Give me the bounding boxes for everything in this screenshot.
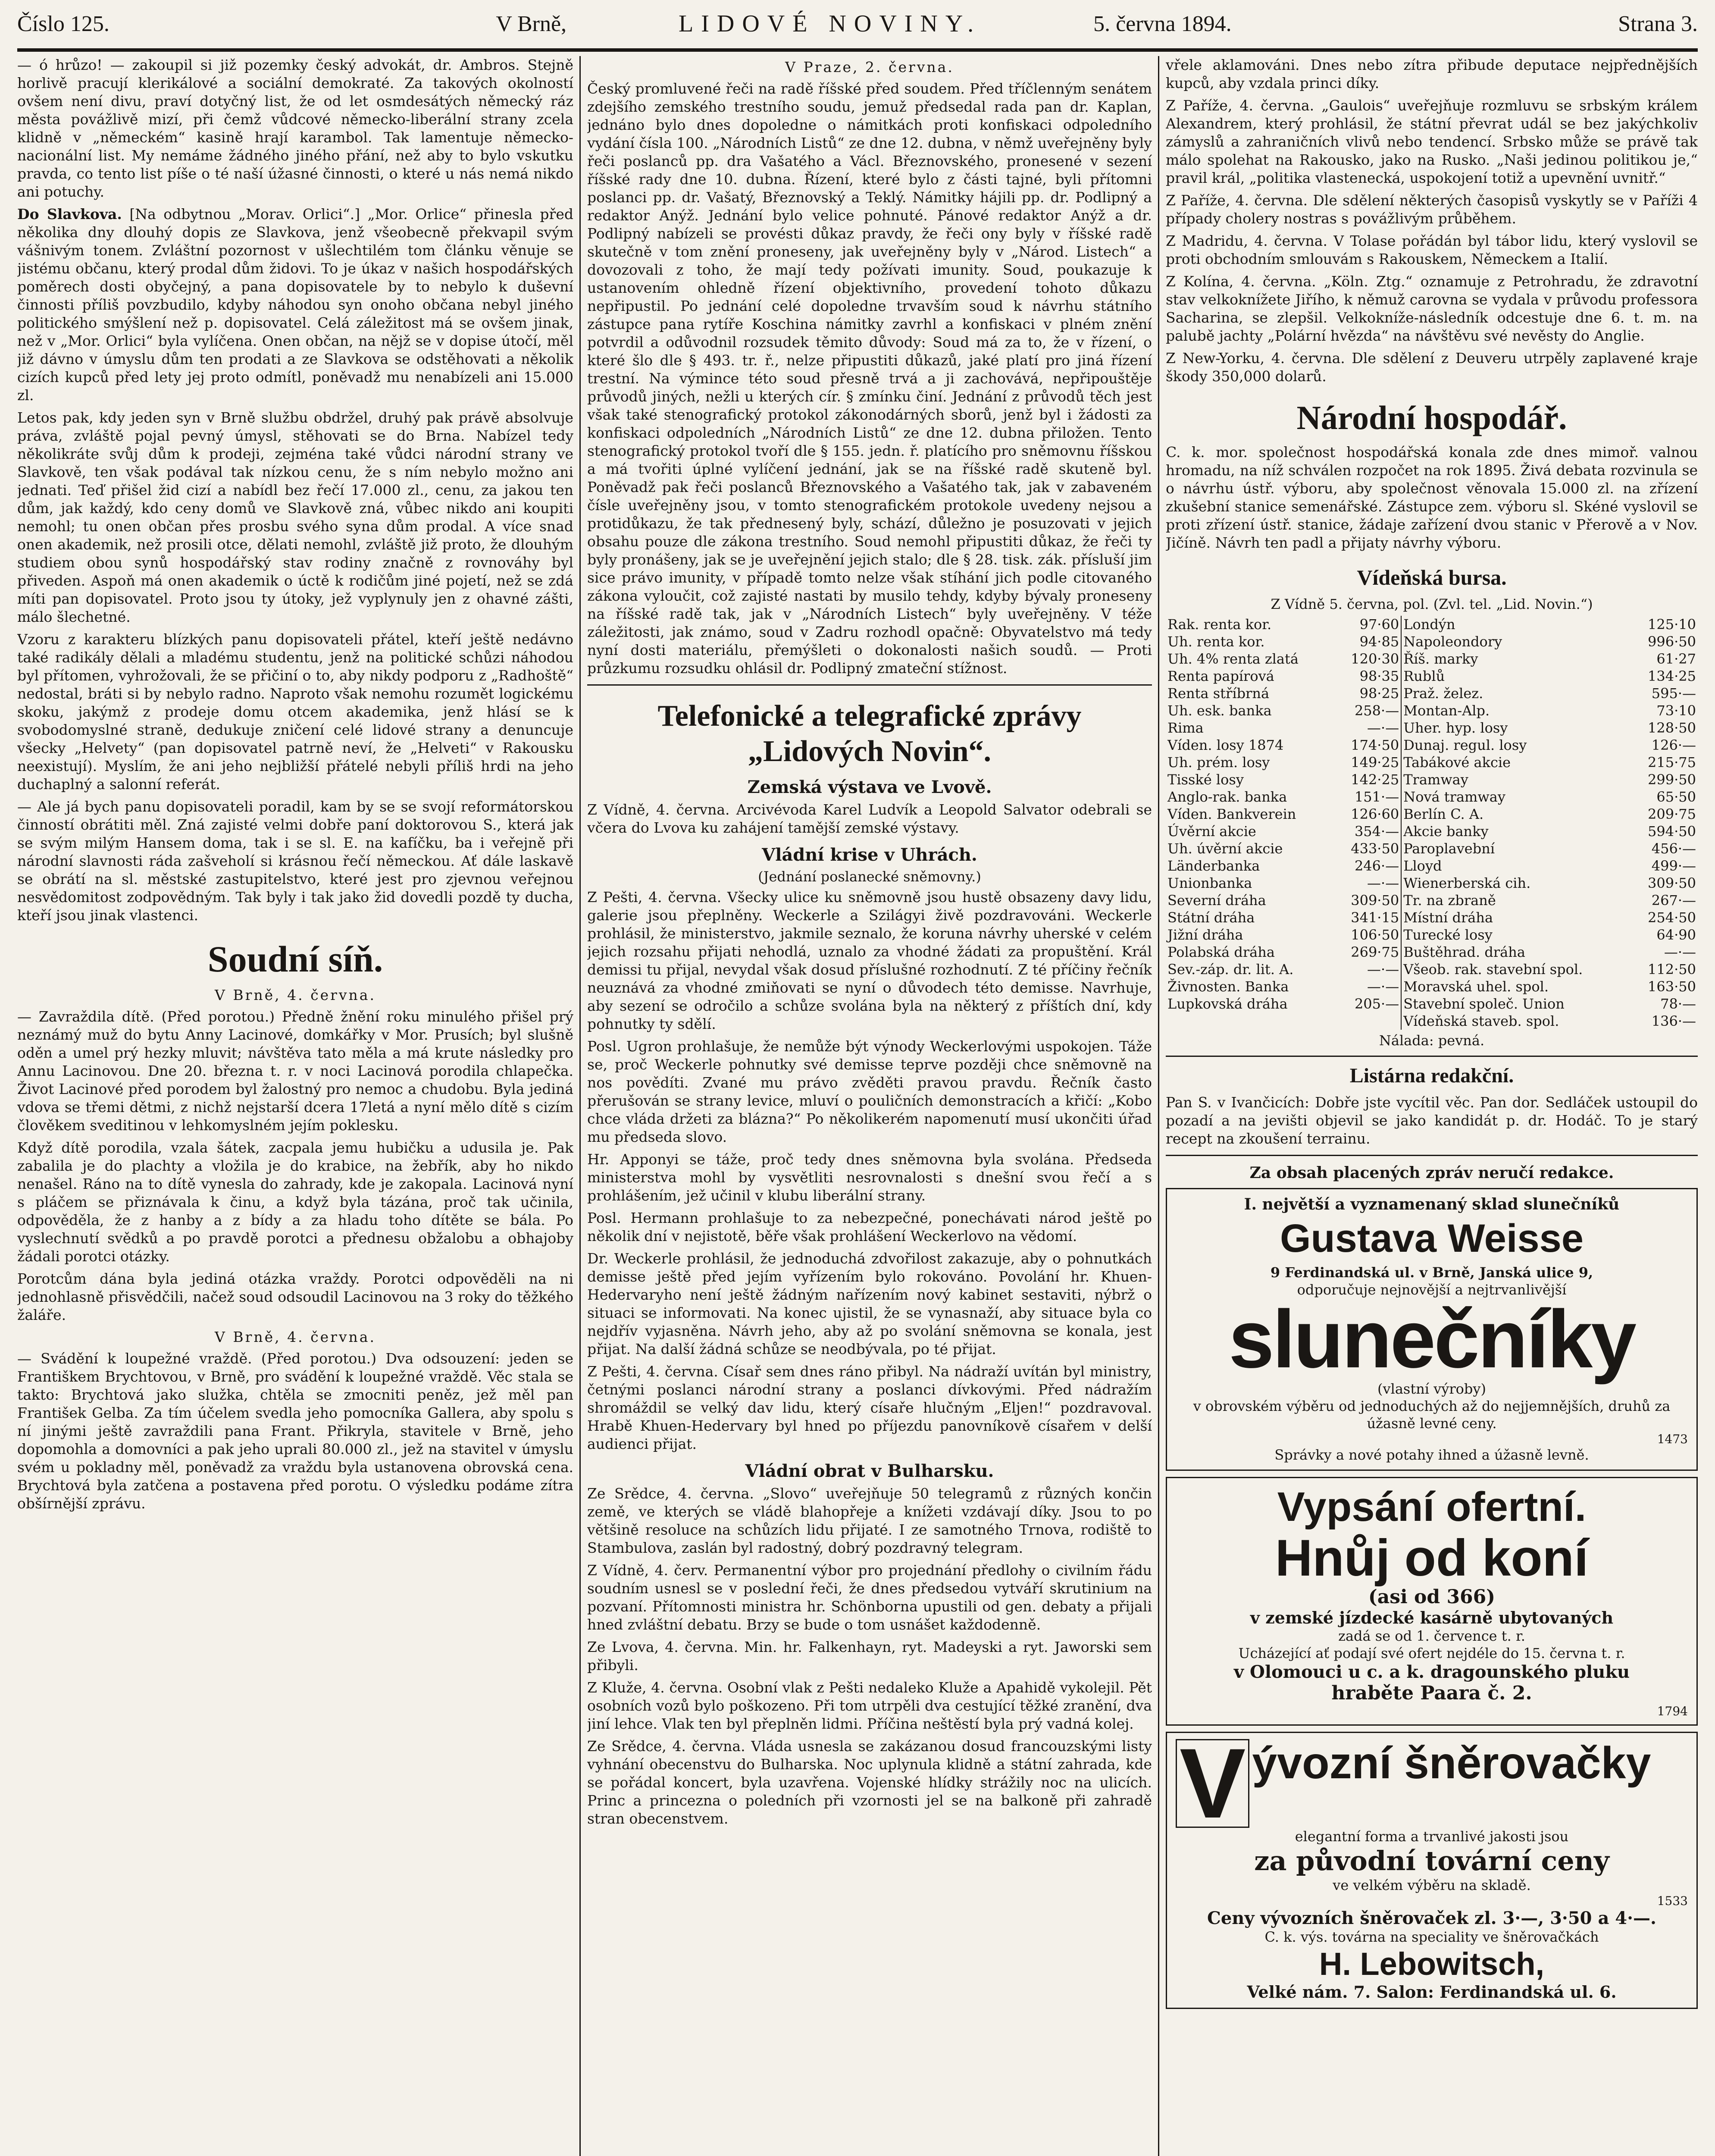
bursa-item: Nová tramway (1403, 789, 1505, 805)
bursa-value: 309·50 (1336, 892, 1402, 909)
bursa-value: 149·25 (1336, 754, 1402, 771)
bursa-row (1166, 788, 1698, 805)
ad-line: (asi od 366) (1368, 1586, 1496, 1608)
section-title-bursa: Vídeňská bursa. (1357, 565, 1507, 589)
bursa-item: Polabská dráha (1167, 944, 1275, 960)
bursa-value: 499·— (1651, 858, 1696, 874)
bursa-row (1166, 840, 1698, 857)
bursa-value: 126·— (1651, 737, 1696, 753)
paid-notice: Za obsah placených zpráv neručí redakce. (1249, 1164, 1614, 1182)
article-paragraph: Když dítě porodila, vzala šátek, zacpala jemu hubičku a udusila je. Pak zabalila je do plachty a vložila je do krabice, na žebřík, aby ho nikdo nenašel. Ráno na to dítě vynesla do zahrady, kde je zakopala. Lacinová nyní s pláčem se přiznávala k činu, a když byla tázána, proč tak učinila, odpověděla, že z hanby a z bídy a za hladu toho dítěte se bála. Po vyslechnutí svědků a po pravdě porotci a přednesu obžalobu a obhajoby žádali porotci otázky. (17, 1139, 573, 1265)
bursa-item: Tramway (1403, 771, 1468, 788)
bursa-value: 215·75 (1648, 754, 1696, 771)
bursa-item: Říš. marky (1403, 651, 1478, 667)
bursa-item: Renta stříbrná (1167, 685, 1270, 702)
subheading: Zemská výstava ve Lvově. (747, 777, 992, 797)
bursa-row (1166, 719, 1698, 736)
ad-initial: V (1176, 1739, 1249, 1828)
bursa-row (1166, 857, 1698, 874)
article-paragraph: Hr. Apponyi se táže, proč tedy dnes sněmovna byla svolána. Předseda ministerstva mohl by vysvětliti nesrovnalosti s dnešní svou řečí a s prohlášením, jež učinil v klubu liberální strany. (587, 1151, 1152, 1204)
bursa-item: Moravská uhel. spol. (1403, 978, 1549, 995)
masthead-rule (17, 48, 1698, 52)
bursa-value: —·— (1336, 874, 1402, 892)
bursa-item: Místní dráha (1403, 909, 1493, 926)
bursa-value: 128·50 (1648, 720, 1696, 736)
bursa-item: Rak. renta kor. (1167, 616, 1272, 633)
divider (587, 684, 1152, 686)
bursa-row (1166, 805, 1698, 823)
bursa-item: Uh. esk. banka (1167, 702, 1272, 719)
column-2 (587, 56, 1152, 2156)
bursa-item: Buštěhrad. dráha (1403, 944, 1525, 960)
bursa-value: 125·10 (1648, 616, 1696, 633)
bursa-item: Montan-Alp. (1403, 702, 1490, 719)
bursa-value: 134·25 (1648, 668, 1696, 684)
article-paragraph: Český promluvené řeči na radě říšské před soudem. Před tříčlenným senátem zdejšího zemského trestního soudu, jemuž předsedal rada pan dr. Kaplan, jednáno bylo dnes dopoledne o námitkách proti konfiskaci odpoledního vydání čísla 100. „Národních Listů“ ze dne 12. dubna, v němž uveřejněny byly řeči poslanců pp. dra Vašatého a Václ. Březnovského, pronesené v sezení říšské rady dne 10. dubna. Řízení, které bylo z části tajné, byli přítomni poslanci pp. dr. Vašatý, Březnovský a Teklý. Námitky hájili pp. dr. Podlipný a redaktor Anýž. Jednání bylo velice pohnuté. Pánové redaktor Anýž a dr. Podlipný nabízeli se provésti důkaz pravdy, že řeči ony byly v říšské radě skutečně v tom znění proneseny, jak uveřejněny byly v „Národ. Listech“ a dovozovali z toho, že mají tedy požívati imunity. Soud, poukazuje k ustanovením ohledně řízení objektivního, provedení tohoto důkazu nepřipustil. Po jednání celé dopoledne trvavším soud k návrhu státního zástupce pana rytíře Koschina námitky zavrhl a konfiskaci v plném znění potvrdil a odůvodnil rozsudek těmito důvody: Soud má za to, že v řízení, o které šlo dle § 493. tr. ř., nelze připustiti důkazů, jaké platí pro jiná řízení trestní. Na výmince této soud přesně trvá a ji zachovává, nepřipouštěje průvodů jiných, nežli u kterých cír. § zmínku činí. Jednání z průvodů těch jest však také stenografický protokol zákonodárných sborů, jenž byl i žádosti za konfiskaci odpoledních „Národních Listů“ ze dne 12. dubna přiložen. Tento stenografický protokol tvoří dle § 155. jedn. ř. platícího pro sněmovnu říšskou a má tvořiti úplné vylíčení jednání, jak se na říšské radě skuteně byl. Poněvadž pak řeči poslanců Březnovského a Vašatého tak, jak v zabaveném čísle uveřejněny jsou, v tomto stenografickém protokole uvedeny nejsou a protidůkazu, že tak přednesený byly, schází, důležno je posuzovati v jejich obsahu pouze dle zákona trestního. Soud nemohl připustiti důkaz, že řeči ty byly pronášeny, jak se je uveřejnění jejich stalo; dle § 28. tisk. zák. přísluší jim sice právo imunity, v případě tomto nelze však stíhání jich podle citovaného zákona vyloučit, což zajisté nastati by musilo tehdy, kdyby bývaly proneseny na říšské radě tak, jak v „Národních Listech“ byly uveřejněny. V téže záležitosti, jak známo, soud v Zadru rozhodl opačně: Obyvatelstvo má tedy nyní dosti materiálu, přemýšleti o dokonalosti našich soudů. — Proti průzkumu rozsudku ohlásil dr. Podlipný zmateční stížnost. (587, 80, 1152, 677)
bursa-value: 254·50 (1648, 909, 1696, 926)
article-paragraph: Z Pešti, 4. června. Císař sem dnes ráno přibyl. Na nádraží uvítán byl ministry, četnými poslanci národní strany a poslanci dívkovými. Před nádražím shromáždil se velký dav lidu, který císaře hlučným „Eljen!“ pozdravoval. Hrabě Khuen-Hedervary byl hned po příjezdu panovníkově císařem v delší audienci přijat. (587, 1363, 1152, 1452)
article-paragraph: Z Vídně, 4. června. Arcivévoda Karel Ludvík a Leopold Salvator odebrali se včera do Lvova ku zahájení tamější zemské výstavy. (587, 801, 1152, 836)
ad-line: Velké nám. 7. Salon: Ferdinandská ul. 6. (1247, 1982, 1617, 2002)
bursa-value: 126·60 (1336, 805, 1402, 823)
bursa-mood: Nálada: pevná. (1379, 1032, 1485, 1049)
bursa-table (1166, 616, 1698, 1030)
bursa-item: Živnosten. Banka (1167, 978, 1289, 995)
bursa-item (1166, 1012, 1336, 1030)
bursa-row (1166, 616, 1698, 633)
bursa-item: Unionbanka (1167, 875, 1252, 891)
masthead (17, 0, 1698, 47)
bursa-value: 78·— (1660, 996, 1696, 1012)
ad-line: Správky a nové potahy ihned a úžasně levně. (1274, 1447, 1589, 1463)
ad-manure-offer (1166, 1477, 1698, 1726)
dateline: V Brně, 4. června. (215, 987, 376, 1003)
page-number: Strana 3. (1618, 11, 1698, 36)
bursa-value: 433·50 (1336, 840, 1402, 857)
bursa-value: 267·— (1651, 892, 1696, 909)
bursa-value: 246·— (1336, 857, 1402, 874)
bursa-value (1336, 1012, 1402, 1030)
bursa-item: Uh. renta kor. (1167, 633, 1265, 650)
bursa-value: 594·50 (1648, 823, 1696, 840)
article-paragraph: Dr. Weckerle prohlásil, že jednoduchá zdvořilost zakazuje, aby o pohnutkách demisse ještě před jejím vyřízením bylo rokováno. Povolání hr. Khuen-Hedervaryho není ještě žádným nařízením nový kabinet sestaviti, nýbrž o situaci se informovati. Na konec ujistil, že se vynasnaží, aby situace byla co nejdřív vyjasněna. Návrh jeho, aby až po svolání sněmovna se konala, jest přijat. Na další žádná schůze se neodbývala, po té přijat. (587, 1250, 1152, 1357)
ad-line: v Olomouci u c. a k. dragounského pluku (1233, 1662, 1630, 1682)
ad-line: Ucházející ať podají své ofert nejdéle do 15. června t. r. (1238, 1645, 1625, 1661)
bursa-item: Vídeňská staveb. spol. (1403, 1013, 1559, 1029)
bursa-row (1166, 823, 1698, 840)
bursa-item: Uh. prém. losy (1167, 754, 1270, 771)
article-paragraph: Z Vídně, 4. červ. Permanentní výbor pro projednání předlohy o civilním řádu soudním usnesl se v poslední řeči, že dnes předsedou vytváří skrutinium na pozvaní. Přítomnosti ministra hr. Schönborna upustili od gen. debaty a přijali hned zvláštní debatu. Brzy se bude o tom usnášet každodenně. (587, 1562, 1152, 1633)
divider (1166, 1056, 1698, 1057)
bursa-item: Anglo-rak. banka (1167, 789, 1287, 805)
bursa-value: 94·85 (1336, 633, 1402, 650)
bursa-item: Turecké losy (1403, 927, 1493, 943)
bursa-row (1166, 1012, 1698, 1030)
ad-product: slunečníky (1228, 1294, 1635, 1385)
subheading-note: (Jednání poslanecké sněmovny.) (758, 868, 981, 885)
ad-headline: Hnůj od koní (1275, 1529, 1589, 1587)
ad-number: 1473 (1657, 1432, 1688, 1446)
bursa-item: Londýn (1403, 616, 1455, 633)
article-paragraph: Ze Srědce, 4. června. „Slovo“ uveřejňuje 50 telegramů z různých končin země, ve kterých se vládě blahopřeje a knížeti vzdávají díky. Jsou to po většině resoluce na schůzích lidu přijaté. I ze samotného Trnova, rodiště to Stambulova, zaslán byl radostný, dobrý pozdravný telegram. (587, 1485, 1152, 1556)
ad-headline: Vypsání ofertní. (1277, 1484, 1587, 1530)
article-title: Do Slavkova. (17, 206, 122, 222)
masthead-city: V Brně, (496, 11, 567, 36)
bursa-item: Napoleondory (1403, 633, 1502, 650)
bursa-row (1166, 874, 1698, 892)
ad-line: I. největší a vyznamenaný sklad slunečníků (1244, 1195, 1620, 1213)
bursa-value: 98·25 (1336, 685, 1402, 702)
bursa-value: 120·30 (1336, 650, 1402, 667)
ad-line: hraběte Paara č. 2. (1331, 1682, 1532, 1704)
ad-headline: za původní tovární ceny (1254, 1845, 1609, 1877)
article-paragraph: C. k. mor. společnost hospodářská konala zde dnes mimoř. valnou hromadu, na níž schválen rozpočet na rok 1895. Živá debata rozvinula se o návrhu ústř. výboru, aby společnost věnovala 15.000 zl. na zřízení zkušební stanice semenářské. Zástupce zem. výboru sl. Skéné vyslovil se proti zřízení ústř. stanice, žádaje zařízení dvou stanic v Přerově a v Nov. Jičíně. Návrh ten padl a přijaty návrhy výboru. (1166, 444, 1698, 551)
bursa-value: 354·— (1336, 823, 1402, 840)
article-paragraph: Pan S. v Ivančicích: Dobře jste vycítil věc. Pan dor. Sedláček ustoupil do pozadí a na jevišti objevil se jako kandidát p. dr. Hodáč. To je starý recept na zkoušení terrainu. (1166, 1094, 1698, 1147)
bursa-item: Tabákové akcie (1403, 754, 1511, 771)
bursa-table-body (1166, 616, 1698, 1030)
article-paragraph: — Zavraždila dítě. (Před porotou.) Předně žnění roku minulého přišel prý neznámý muž do bytu Anny Lacinové, domkářky v Mor. Prusích; byl slušně oděn a umel prý hezky mluvit; návštěva tato měla a má krute následky pro Annu Lacinovou. Dne 20. března t. r. v noci Lacinová porodila chlapečka. Život Lacinové před porodem byl žalostný pro nemoc a chudobu. Byla jediná vdova se třemi dětmi, z nichž nejstarší dcera 17letá a nyní mělo dítě s cizím člověkem sveditinou v lehkomyslném jejím poklesku. (17, 1008, 573, 1134)
bursa-value: 205·— (1336, 995, 1402, 1012)
subheading: Vládní obrat v Bulharsku. (745, 1461, 994, 1481)
ad-number: 1794 (1657, 1704, 1688, 1718)
bursa-item: Rima (1167, 720, 1204, 736)
column-divider (579, 56, 581, 2156)
paper-title: LIDOVÉ NOVINY. (679, 10, 982, 37)
bursa-row (1166, 685, 1698, 702)
section-title-hospodar: Národní hospodář. (1296, 399, 1567, 436)
ad-firm: H. Lebowitsch, (1319, 1946, 1545, 1982)
bursa-item: Paroplavební (1403, 840, 1495, 857)
bursa-row (1166, 736, 1698, 754)
column-1 (17, 56, 573, 2156)
bursa-item: Sev.-záp. dr. lit. A. (1167, 961, 1294, 978)
bursa-item: Wienerberská cih. (1403, 875, 1531, 891)
ad-line: Ceny vývozních šněrovaček zl. 3·—, 3·50 a 4·—. (1207, 1908, 1656, 1928)
bursa-row (1166, 754, 1698, 771)
article-paragraph: — ó hrůzo! — zakoupil si již pozemky český advokát, dr. Ambros. Stejně horlivě pracují klerikálové a sociální demokraté. Za takových okolností ovšem není divu, praví dotyčný list, že od let osmdesátých německý ráz města povážlivě mizí, při čemž vůdcové německo-liberální strany zcela klidně v „německém“ kasině hrají karambol. Tak lamentuje německo-nacionální list. My nemáme žádného jiného přání, než aby to bylo vskutku pravda, co tento list píše o té naší úžasné činnosti, o které u nás nemá nikdo ani potuchy. (17, 56, 573, 200)
bursa-row (1166, 943, 1698, 961)
bursa-item: Víden. Bankverein (1167, 806, 1296, 822)
bursa-value: 309·50 (1648, 875, 1696, 891)
ad-brand: Gustava Weisse (1280, 1216, 1584, 1260)
ad-line: elegantní forma a trvanlivé jakosti jsou (1295, 1828, 1569, 1845)
ad-corsets (1166, 1728, 1698, 2009)
article-paragraph: Posl. Ugron prohlašuje, že nemůže být výnody Weckerlovými uspokojen. Táže se, proč Weckerle pohnutky své demisse teprve později chce sněmovně na nos povědíti. Zvané mu právo zvěděti pravou pravdu. Řečník často přerušován se strany levice, mluví o pouličních demonstracích a křičí: „Kobo chce vláda držeti za blázna?“ Po několikerém napomenutí musí ukončiti úřad mu předseda slovo. (587, 1038, 1152, 1145)
bursa-value: —·— (1664, 944, 1696, 960)
bursa-row (1166, 995, 1698, 1012)
article-paragraph: Ze Srědce, 4. června. Vláda usnesla se zakázanou dosud francouzskými listy vyhnání obecenstvu do Bulharska. Noc uplynula klidně a státní zahrada, kde se pořádal koncert, byla uzavřena. Vojenské hlídky strážily noc na ulicích. Princ a princezna o poledních při vzornosti jel se na balkoně při zahradě stran obecenstvem. (587, 1738, 1152, 1827)
bursa-subtitle: Z Vídně 5. června, pol. (Zvl. tel. „Lid. Novin.“) (1271, 596, 1593, 612)
ad-address: 9 Ferdinandská ul. v Brně, Janská ulice 9, (1270, 1264, 1593, 1281)
bursa-item: Úvěrní akcie (1167, 823, 1256, 840)
bursa-item: Lloyd (1403, 858, 1442, 874)
section-title-telegraf: Telefonické a telegrafické zprávy „Lidových Novin“. (657, 699, 1082, 768)
article-text: [Na odbytnou „Morav. Orlici“.] „Mor. Orlice“ přinesla před několika dny dlouhý dopis ze Slavkova, jenž všeobecně překvapil svým vášnivým tonem. Zvláštní pozornost v ušlechtilém tom článku věnuje se jistému občanu, který prodal dům židovi. To je úkaz v našich hospodářských poměrech dosti obyčejný, a pana dopisovatele by to nebylo k duševní činnosti příliš povzbudilo, kdyby náhodou syn onoho občana nebyl jiného politického smýšlení než p. dopisovatel. Celá záležitost má se ovšem jinak, než v „Mor. Orlici“ byla vylíčena. Onen občan, na nějž se v dopise útočí, měl již dávno v úmyslu dům ten prodati a ze Slavkova se odstěhovati a několik cizích kupců před lety jej proto odmítl, poněvadž mu nenabízeli ani 15.000 zl. (17, 206, 573, 404)
bursa-value: —·— (1336, 978, 1402, 995)
bursa-value: 65·50 (1656, 789, 1696, 805)
masthead-date: 5. června 1894. (1093, 11, 1232, 36)
bursa-row (1166, 633, 1698, 650)
bursa-item: Stavební společ. Union (1403, 996, 1565, 1012)
bursa-item: Uher. hyp. losy (1403, 720, 1508, 736)
issue-number: Číslo 125. (17, 11, 110, 36)
ad-line: (vlastní výroby) (1377, 1381, 1486, 1397)
bursa-item: Tisské losy (1167, 771, 1244, 788)
ad-line: C. k. výs. továrna na speciality ve šněrovačkách (1264, 1929, 1599, 1945)
dateline: V Brně, 4. června. (215, 1329, 376, 1345)
bursa-value: —·— (1336, 961, 1402, 978)
bursa-value: 174·50 (1336, 736, 1402, 754)
masthead-center (496, 10, 1231, 38)
article-paragraph: Posl. Hermann prohlašuje to za nebezpečné, ponechávati národ ještě po několik dní v nejistotě, běře však prohlášení Weckerlovo na vědomí. (587, 1210, 1152, 1244)
bursa-item: Renta papírová (1167, 668, 1274, 684)
article-paragraph: Porotcům dána byla jediná otázka vraždy. Porotci odpověděli na ni jednohlasně přisvědčili, načež soud odsoudil Lacinovou na 3 roky do těžkého žaláře. (17, 1270, 573, 1323)
bursa-row (1166, 667, 1698, 685)
article-paragraph: — Ale já bych panu dopisovateli poradil, kam by se se svojí reformátorskou činností obrátiti měl. Zná zajisté velmi dobře paní doktorovou S., která jak se svým milým Hansem doma, tak i se sl. E. na kafíčku, ba i veřejně při národní slavnosti ráda zašveholí si krásnou řečí německou. Ať dále laskavě se obrátí na sl. městské zastupitelstvo, které jest pro zjevnou veřejnou nesvědomitost zodpovědným. Tak byly i tak jako žid dovedli pozdě ty ducha, kteří jsou jinak vlastenci. (17, 798, 573, 924)
ad-line: zadá se od 1. července t. r. (1338, 1628, 1525, 1644)
bursa-item: Severní dráha (1167, 892, 1266, 909)
article-paragraph: — Svádění k loupežné vraždě. (Před porotou.) Dva odsouzení: jeden se Františkem Brychtovou, v Brně, pro svádění k loupežné vraždě. Věc stala se takto: Brychtová jako služka, chtěla se zmocniti peněz, jež měl pan František Gelba. Za tím účelem svedla jeho pomocníka Gallera, aby spolu s ní jinými ještě zavraždili pana Frant. Přikryla, stavitele v Brně, jeho dopomohla a domovníci a pak jeho uprali 80.000 zl., jež na stavitel v úmyslu svém u pokladny měl, poněvadž za vraždu byla ustanovena obrovská cena. Brychtová byla zatčena a postavena před porotu. O výsledku podáme zítra obšírnější zprávu. (17, 1350, 573, 1512)
article-paragraph: Z Madridu, 4. června. V Tolase pořádán byl tábor lidu, který vyslovil se proti obchodním smlouvám s Rakouskem, Německem a Italií. (1166, 232, 1698, 267)
column-divider (1158, 56, 1159, 2156)
bursa-item: Tr. na zbraně (1403, 892, 1496, 909)
article-paragraph: Z Pešti, 4. června. Všecky ulice ku sněmovně jsou hustě obsazeny davy lidu, galerie jsou přeplněny. Weckerle a Szilágyi živě pozdravováni. Weckerle prohlásil, že ministerstvo, jakmile seznalo, že koruna návrhy uherské v celém jejich rozsahu přijati nehodlá, uznalo za vhodné žádati za propuštění. Král demissi tu přijal, nevydal však dosud příslušné rozhodnutí. Z té příčiny řečník neuznává za vhodné zmiňovati se nyní o důvodech této demisse. Navrhuje, aby sezení se odročilo a schůze svolána byla na některý z příštích dní, kdy pohnutky ty sdělí. (587, 889, 1152, 1032)
bursa-value: 209·75 (1648, 806, 1696, 822)
ad-line: ve velkém výběru na skladě. (1333, 1877, 1531, 1893)
bursa-item: Uh. úvěrní akcie (1167, 840, 1283, 857)
section-title-listarna: Listárna redakční. (1349, 1064, 1514, 1087)
article-paragraph: Letos pak, kdy jeden syn v Brně službu obdržel, druhý pak právě absolvuje práva, zvláště pojal pevný úmysl, stěhovati se do Brna. Nabízel tedy několikráte svůj dům k prodeji, zejména také vůdci národní strany ve Slavkově, ten však podával tak nízkou cenu, že s ním nebylo možno ani jednati. Teď přišel žid cizí a nabídl bez řečí 17.000 zl., cenu, za jakou ten dům, jak každý, kdo ceny domů ve Slavkově zná, vůbec nikdo ani koupiti nemohl; tu onen občan přes prosbu svého syna dům prodal. A více snad onen akademik, než prosili otce, dělati nemohl, zvláště již proto, že dlouhým studiem obou synů hospodářský stav rodiny značně z rovnováhy byl přiveden. Aspoň má onen akademik o úctě k rodičům jiné pojetí, než se zdá míti pan dopisovatel. Proto jsou ty útoky, jež vyplynuly jen z ohavné zášti, málo šlechetné. (17, 409, 573, 625)
bursa-value: 299·50 (1648, 771, 1696, 788)
bursa-value: 142·25 (1336, 771, 1402, 788)
dateline: V Praze, 2. června. (785, 59, 954, 75)
bursa-row (1166, 650, 1698, 667)
bursa-item: Všeob. rak. stavební spol. (1403, 961, 1583, 978)
bursa-value: 97·60 (1336, 616, 1402, 633)
article-paragraph: vřele aklamováni. Dnes nebo zítra přibude deputace nejpřednějších kupců, aby vzdala princi díky. (1166, 56, 1698, 91)
bursa-item: Dunaj. regul. losy (1403, 737, 1527, 753)
bursa-item: Berlín C. A. (1403, 806, 1484, 822)
ad-number: 1533 (1657, 1894, 1688, 1908)
bursa-item: Jižní dráha (1167, 927, 1243, 943)
article-paragraph: Z Kluže, 4. června. Osobní vlak z Pešti nedaleko Kluže a Apahidě vykolejil. Pět osobních vozů bylo poškozeno. Při tom utrpěli dva cestující těžké zranění, dva jiní lehce. Vlak ten byl přeplněn lidmi. Příčina neštěstí byla prý vadná kolej. (587, 1679, 1152, 1732)
ad-line: v obrovském výběru od jednoduchých až do nejjemnějších, druhů za úžasně levné ceny. (1193, 1398, 1671, 1432)
ad-line: odporučuje nejnovější a nejtrvanlivější (1297, 1282, 1567, 1298)
divider (1166, 1155, 1698, 1156)
bursa-row (1166, 909, 1698, 926)
subheading: Vládní krise v Uhrách. (762, 845, 977, 865)
bursa-value: 341·15 (1336, 909, 1402, 926)
bursa-value: 595·— (1651, 685, 1696, 702)
bursa-value: 163·50 (1648, 978, 1696, 995)
bursa-row (1166, 926, 1698, 943)
bursa-value: 136·— (1651, 1013, 1696, 1029)
bursa-value: 258·— (1336, 702, 1402, 719)
bursa-item: Rublů (1403, 668, 1445, 684)
bursa-value: 64·90 (1656, 927, 1696, 943)
section-title-soudni-sin: Soudní síň. (207, 938, 383, 980)
column-3 (1166, 56, 1698, 2156)
bursa-row (1166, 978, 1698, 995)
ad-headline: ývozní šněrovačky (1252, 1738, 1651, 1788)
article-paragraph: Z Paříže, 4. června. „Gaulois“ uveřejňuje rozmluvu se srbským králem Alexandrem, který prohlásil, že státní převrat udál se bez jakýchkoliv zámyslů a zahraničních vlivů nebo tendencí. Srbsko může se právě tak málo spolehat na Rakousko, jako na Rusko. „Naši jedinou politikou je,“ pravil král, „politika vlastenecká, uspokojení totiž a upevnění uvnitř.“ (1166, 97, 1698, 186)
article-paragraph: Z Paříže, 4. června. Dle sdělení některých časopisů vyskytly se v Paříži 4 případy cholery nostras s povážlivým průběhem. (1166, 192, 1698, 227)
bursa-row (1166, 702, 1698, 719)
bursa-value: 73·10 (1656, 702, 1696, 719)
bursa-value: 112·50 (1648, 961, 1696, 978)
bursa-item: Lupkovská dráha (1167, 996, 1288, 1012)
bursa-row (1166, 771, 1698, 788)
ad-weiss-parasols (1166, 1188, 1698, 1471)
bursa-row (1166, 892, 1698, 909)
article-paragraph: Z Kolína, 4. června. „Köln. Ztg.“ oznamuje z Petrohradu, že zdravotní stav velkoknížete Jiřího, k němuž carovna se vydala v průvodu professora Sacharina, se zlepšil. Velkokníže-následník odcestuje dne 6. t. m. na palubě jachty „Polární hvězda“ na návštěvu své nevěsty do Anglie. (1166, 273, 1698, 344)
bursa-value: 106·50 (1336, 926, 1402, 943)
bursa-item: Uh. 4% renta zlatá (1167, 651, 1299, 667)
bursa-item: Akcie banky (1403, 823, 1489, 840)
bursa-row (1166, 961, 1698, 978)
bursa-value: 269·75 (1336, 943, 1402, 961)
article-paragraph: Ze Lvova, 4. června. Min. hr. Falkenhayn, ryt. Madeyski a ryt. Jaworski sem přibyli. (587, 1639, 1152, 1673)
bursa-value: 996·50 (1648, 633, 1696, 650)
ad-line: v zemské jízdecké kasárně ubytovaných (1250, 1608, 1614, 1627)
bursa-item: Státní dráha (1167, 909, 1255, 926)
bursa-item: Länderbanka (1167, 858, 1260, 874)
bursa-value: 61·27 (1656, 651, 1696, 667)
article-paragraph: Z New-Yorku, 4. června. Dle sdělení z Deuveru utrpěly zaplavené kraje škody 350,000 dolarů. (1166, 350, 1698, 385)
bursa-value: —·— (1336, 719, 1402, 736)
bursa-item: Víden. losy 1874 (1167, 737, 1284, 753)
bursa-value: 151·— (1336, 788, 1402, 805)
bursa-item: Praž. želez. (1403, 685, 1483, 702)
article-paragraph (17, 205, 573, 404)
bursa-value: 98·35 (1336, 667, 1402, 685)
bursa-value: 456·— (1651, 840, 1696, 857)
article-paragraph: Vzoru z karakteru blízkých panu dopisovateli přátel, kteří ještě nedávno také radikály dělali a mladému studentu, jenž na politické schůzi náhodou byl přítomen, vyhrožovali, že se přičiní o to, aby nikdy podporu z „Radhoště“ nedostal, bráti si by nebylo radno. Naproto však nemohu rozumět logickému skoku, jakýmž z prodeje domu otcem akademika, jenž hlásí se k svobodomyslné straně, dedukuje zničení celé lidové strany a denuncuje všecky „Helvety“ (pan dopisovatel patrně neví, že „Helveti“ v Rakousku neexistují). Myslím, že ani jeho nejbližší přátelé nebyli příliš hrdi na jeho duchaplný a salonní referát. (17, 631, 573, 793)
